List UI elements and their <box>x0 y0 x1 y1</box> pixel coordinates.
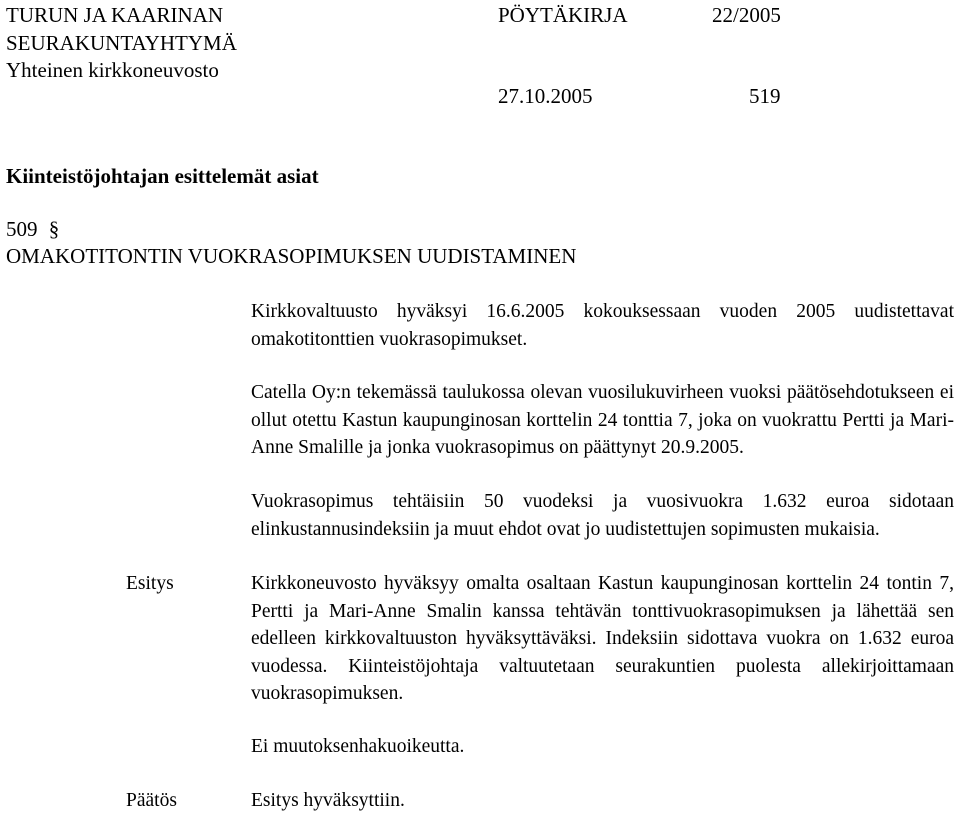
section-title: Kiinteistöjohtajan esittelemät asiat <box>6 164 319 188</box>
background-paragraph: Kirkkovaltuusto hyväksyi 16.6.2005 kokouksessaan vuoden 2005 uudistettavat omakotitonttien vuokrasopimukset. <box>251 301 954 350</box>
lease-terms-paragraph: Vuokrasopimus tehtäisiin 50 vuodeksi ja vuosivuokra 1.632 euroa sidotaan elinkustannusindeksiin ja muut ehdot ovat jo uudistettujen sopimusten mukaisia. <box>251 491 954 540</box>
board-name: Yhteinen kirkkoneuvosto <box>6 58 219 82</box>
decision-text: Esitys hyväksyttiin. <box>251 790 405 811</box>
proposal-label: Esitys <box>126 573 174 594</box>
item-number: 509 <box>6 217 38 241</box>
error-explanation-paragraph: Catella Oy:n tekemässä taulukossa olevan vuosilukuvirheen vuoksi päätösehdotukseen ei ollut otettu Kastun kaupunginosan korttelin 24 tonttia 7, joka on vuokrattu Pertti ja Mari-Anne Smalille ja jonka vuokrasopimus on päättynyt 20.9.2005. <box>251 382 954 458</box>
meeting-date: 27.10.2005 <box>498 84 593 108</box>
appeal-note: Ei muutoksenhakuoikeutta. <box>251 736 465 757</box>
organization-name-line2: SEURAKUNTAYHTYMÄ <box>6 31 237 55</box>
page-number: 519 <box>749 84 781 108</box>
document-type: PÖYTÄKIRJA <box>498 3 628 27</box>
document-number: 22/2005 <box>712 3 781 27</box>
decision-label: Päätös <box>126 790 177 811</box>
item-title: OMAKOTITONTIN VUOKRASOPIMUKSEN UUDISTAMINEN <box>6 244 577 268</box>
item-heading <box>6 216 59 242</box>
section-symbol: § <box>48 217 60 241</box>
proposal-text: Kirkkoneuvosto hyväksyy omalta osaltaan Kastun kaupunginosan korttelin 24 tontin 7, Pertti ja Mari-Anne Smalin kanssa tehtävän tonttivuokrasopimuksen ja lähettää sen edelleen kirkkovaltuuston hyväksyttäväksi. Indeksiin sidottava vuokra on 1.632 euroa vuodessa. Kiinteistöjohtaja valtuutetaan seurakuntien puolesta allekirjoittamaan vuokrasopimuksen. <box>251 573 954 704</box>
organization-name-line1: TURUN JA KAARINAN <box>6 3 224 27</box>
